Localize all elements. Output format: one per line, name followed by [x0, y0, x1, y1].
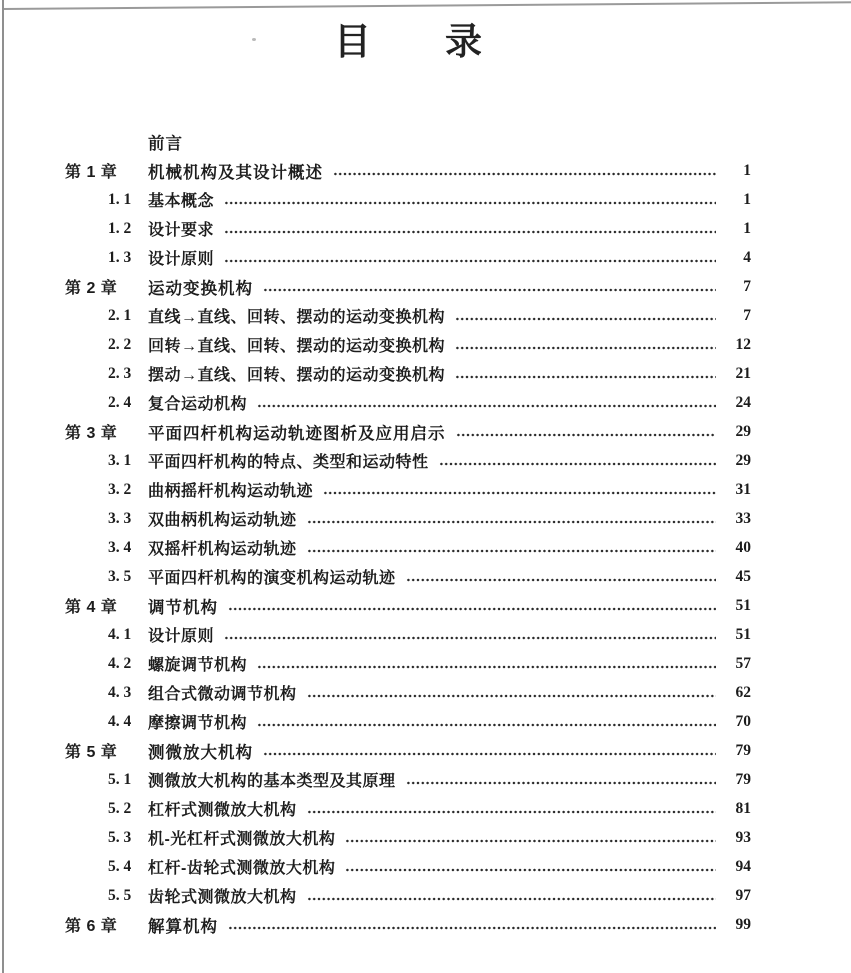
entry-number: 第 4 章: [65, 599, 118, 616]
entry-number: 第 2 章: [65, 280, 118, 297]
toc-entry: [65, 562, 751, 591]
entry-number: 第 5 章: [65, 744, 118, 761]
toc-entry: [65, 707, 751, 736]
entry-number: 3. 1: [108, 451, 132, 469]
entry-number: 4. 2: [108, 654, 132, 672]
entry-number: 5. 1: [108, 770, 132, 788]
dot-leader: [257, 401, 716, 411]
entry-page-number: 57: [735, 654, 751, 672]
toc-entry: [65, 620, 751, 649]
entry-title: 回转→直线、回转、摆动的运动变换机构: [148, 338, 446, 355]
entry-title: 机械机构及其设计概述: [148, 163, 323, 182]
toc-entry: [65, 185, 751, 214]
scan-edge-top-line: [2, 1, 851, 10]
dot-leader: [257, 662, 716, 672]
entry-page-number: 81: [735, 799, 751, 817]
entry-title: 曲柄摇杆机构运动轨迹: [148, 483, 314, 500]
entry-number: 2. 4: [108, 393, 132, 411]
entry-number: 2. 2: [108, 335, 132, 353]
entry-page-number: 31: [735, 480, 751, 498]
toc-entry: [65, 765, 751, 794]
page-title: [65, 20, 751, 64]
entry-page-number: 93: [735, 828, 751, 846]
entry-page-number: 24: [735, 393, 751, 411]
entry-number: 3. 4: [108, 538, 132, 556]
toc-entry: [65, 533, 751, 562]
entry-title: 平面四杆机构运动轨迹图析及应用启示: [148, 424, 446, 443]
entry-page-number: 7: [743, 277, 751, 295]
entry-title: 前言: [148, 134, 183, 153]
toc-entry: [65, 504, 751, 533]
entry-title: 设计要求: [148, 222, 215, 239]
toc-entry: [65, 330, 751, 359]
entry-title: 测微放大机构的基本类型及其原理: [148, 773, 396, 790]
entry-title: 设计原则: [148, 628, 215, 645]
entry-page-number: 94: [735, 857, 751, 875]
entry-page-number: 51: [735, 596, 751, 614]
entry-page-number: 79: [735, 741, 751, 759]
entry-number: 4. 1: [108, 625, 132, 643]
entry-number: 3. 5: [108, 567, 132, 585]
entry-number: 2. 1: [108, 306, 132, 324]
toc-entry: [65, 301, 751, 330]
page-title-char-1: 目: [334, 21, 371, 62]
toc-entry: [65, 475, 751, 504]
entry-title: 双曲柄机构运动轨迹: [148, 512, 297, 529]
entry-number: 5. 4: [108, 857, 132, 875]
entry-number: 3. 3: [108, 509, 132, 527]
dot-leader: [455, 314, 716, 324]
dot-leader: [224, 227, 716, 237]
dot-leader: [307, 807, 716, 817]
entry-page-number: 45: [735, 567, 751, 585]
dot-leader: [307, 894, 716, 904]
entry-title: 平面四杆机构的特点、类型和运动特性: [148, 454, 429, 471]
entry-page-number: 7: [743, 306, 751, 324]
entry-page-number: 29: [735, 451, 751, 469]
scan-edge-left-line: [2, 0, 4, 973]
entry-title: 平面四杆机构的演变机构运动轨迹: [148, 570, 396, 587]
entry-number: 第 1 章: [65, 164, 118, 181]
dot-leader: [224, 633, 716, 643]
entry-number: 5. 2: [108, 799, 132, 817]
entry-page-number: 99: [735, 915, 751, 933]
toc-entry: [65, 910, 751, 939]
entry-title: 杠杆-齿轮式测微放大机构: [148, 860, 336, 877]
dot-leader: [456, 430, 717, 440]
toc-entry: [65, 243, 751, 272]
entry-number: 4. 4: [108, 712, 132, 730]
toc-entry: [65, 678, 751, 707]
toc-entry: [65, 446, 751, 475]
dot-leader: [307, 517, 716, 527]
entry-number: 1. 3: [108, 248, 132, 266]
dot-leader: [406, 778, 716, 788]
dot-leader: [323, 488, 716, 498]
dot-leader: [345, 836, 716, 846]
entry-page-number: 12: [735, 335, 751, 353]
toc-entry: [65, 794, 751, 823]
entry-title: 摩擦调节机构: [148, 715, 248, 732]
entry-number: 4. 3: [108, 683, 132, 701]
dot-leader: [228, 923, 716, 933]
toc-list: [65, 127, 751, 939]
toc-entry: [65, 591, 751, 620]
entry-page-number: 79: [735, 770, 751, 788]
entry-number: 2. 3: [108, 364, 132, 382]
toc-entry: [65, 127, 751, 156]
entry-title: 运动变换机构: [148, 279, 253, 298]
entry-number: 1. 1: [108, 190, 132, 208]
entry-title: 组合式微动调节机构: [148, 686, 297, 703]
entry-number: 5. 5: [108, 886, 132, 904]
dot-leader: [345, 865, 716, 875]
toc-entry: [65, 852, 751, 881]
dot-leader: [307, 691, 716, 701]
entry-title: 复合运动机构: [148, 396, 248, 413]
dot-leader: [307, 546, 716, 556]
entry-number: 第 6 章: [65, 918, 118, 935]
entry-number: 3. 2: [108, 480, 132, 498]
entry-page-number: 62: [735, 683, 751, 701]
entry-title: 直线→直线、回转、摆动的运动变换机构: [148, 309, 446, 326]
toc-entry: [65, 823, 751, 852]
entry-page-number: 29: [735, 422, 751, 440]
entry-title: 测微放大机构: [148, 743, 253, 762]
dot-leader: [257, 720, 716, 730]
entry-number: 1. 2: [108, 219, 132, 237]
entry-title: 双摇杆机构运动轨迹: [148, 541, 297, 558]
dot-leader: [228, 604, 716, 614]
entry-page-number: 1: [743, 190, 751, 208]
toc-entry: [65, 272, 751, 301]
toc-entry: [65, 417, 751, 446]
entry-title: 螺旋调节机构: [148, 657, 248, 674]
entry-title: 调节机构: [148, 598, 218, 617]
entry-title: 基本概念: [148, 193, 215, 210]
toc-entry: [65, 736, 751, 765]
dot-leader: [439, 459, 716, 469]
dot-leader: [224, 198, 716, 208]
entry-page-number: 1: [743, 219, 751, 237]
entry-page-number: 51: [735, 625, 751, 643]
dot-leader: [455, 343, 716, 353]
dot-leader: [263, 749, 716, 759]
dot-leader: [406, 575, 716, 585]
entry-title: 齿轮式测微放大机构: [148, 889, 297, 906]
dot-leader: [263, 285, 716, 295]
entry-page-number: 4: [743, 248, 751, 266]
dot-leader: [224, 256, 716, 266]
toc-entry: [65, 156, 751, 185]
entry-title: 设计原则: [148, 251, 215, 268]
entry-page-number: 1: [743, 161, 751, 179]
entry-page-number: 21: [735, 364, 751, 382]
toc-entry: [65, 388, 751, 417]
entry-title: 摆动→直线、回转、摆动的运动变换机构: [148, 367, 446, 384]
dot-leader: [455, 372, 716, 382]
toc-entry: [65, 214, 751, 243]
entry-title: 杠杆式测微放大机构: [148, 802, 297, 819]
entry-number: 5. 3: [108, 828, 132, 846]
entry-number: 第 3 章: [65, 425, 118, 442]
entry-title: 机-光杠杆式测微放大机构: [148, 831, 336, 848]
toc-entry: [65, 881, 751, 910]
toc-entry: [65, 649, 751, 678]
page-title-char-2: 录: [445, 21, 482, 62]
entry-page-number: 97: [735, 886, 751, 904]
entry-page-number: 33: [735, 509, 751, 527]
entry-page-number: 40: [735, 538, 751, 556]
entry-page-number: 70: [735, 712, 751, 730]
toc-entry: [65, 359, 751, 388]
entry-title: 解算机构: [148, 917, 218, 936]
dot-leader: [333, 169, 716, 179]
